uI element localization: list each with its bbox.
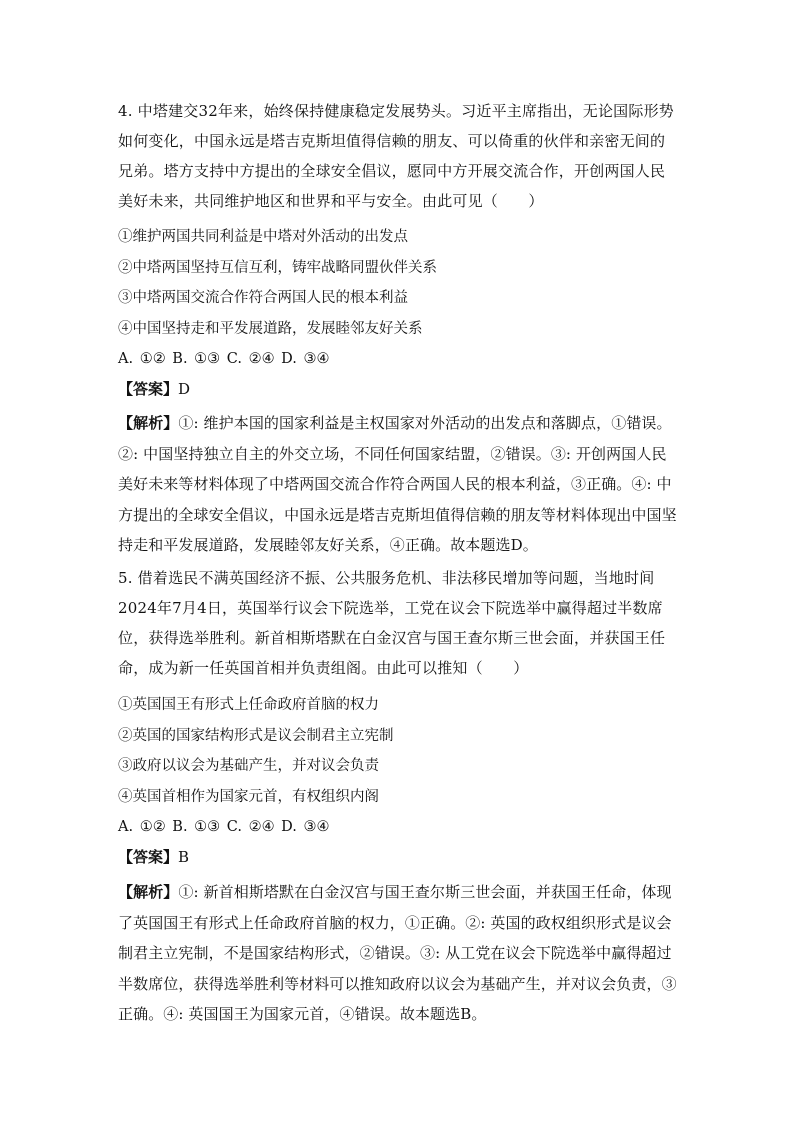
answer-value: B: [178, 848, 190, 866]
analysis-text: [118, 877, 678, 1030]
answer-options: A. ①② B. ①③ C. ②④ D. ③④: [118, 351, 330, 367]
answer-options: A. ①② B. ①③ C. ②④ D. ③④: [118, 819, 330, 835]
statement-1: ①维护两国共同利益是中塔对外活动的出发点: [118, 229, 408, 245]
analysis-body: ①: 维护本国的国家利益是主权国家对外活动的出发点和落脚点，①错误。②: 中国坚持独立自主的外交立场，不同任何国家结盟，②错误。③: 开创两国人民美好未来等材料体现了中塔两国交流合作符合两国人民的根本利益，③正确。④: 中方提出的全球安全倡议，中国永远是塔吉克斯坦值得信赖的朋友等材料体现出中国坚持走和平发展道路，发展睦邻友好关系，④正确。故本题选D。: [118, 414, 677, 554]
statement-4: ④英国首相作为国家元首，有权组织内阁: [118, 788, 379, 805]
question-5: [118, 563, 678, 683]
answer-line: [118, 374, 678, 404]
analysis-body: ①: 新首相斯塔默在白金汉宫与国王查尔斯三世会面，并获国王任命，体现了英国国王有形式上任命政府首脑的权力，①正确。②: 英国的政权组织形式是议会制君主立宪制，不是国家结构形式，②错误。③: 从工党在议会下院选举中赢得超过半数席位，获得选举胜利等材料可以推知政府以议会为基础产生，并对议会负责，③正确。④: 英国国王为国家元首，④错误。故本题选B。: [118, 883, 677, 1023]
question-5-statements: [118, 690, 678, 872]
analysis-label: 【解析】: [118, 883, 179, 901]
question-stem: 4. 中塔建交32年来，始终保持健康稳定发展势头。习近平主席指出，无论国际形势如何变化，中国永远是塔吉克斯坦值得信赖的朋友、可以倚重的伙伴和亲密无间的兄弟。塔方支持中方提出的全球安全倡议，愿同中方开展交流合作，开创两国人民美好未来，共同维护地区和世界和平与安全。由此可见（ ）: [118, 102, 674, 210]
statement-2: ②中塔两国坚持互信互利，铸牢战略同盟伙伴关系: [118, 259, 437, 276]
analysis-text: [118, 408, 678, 561]
answer-label: 【答案】: [118, 380, 179, 398]
question-4-analysis: [118, 408, 678, 561]
question-stem: 5. 借着选民不满英国经济不振、公共服务危机、非法移民增加等问题，当地时间2024年7月4日，英国举行议会下院选举，工党在议会下院选举中赢得超过半数席位，获得选举胜利。新首相斯塔默在白金汉宫与国王查尔斯三世会面，并获国王任命，成为新一任英国首相并负责组阁。由此可以推知（ ）: [118, 569, 666, 677]
question-4: [118, 96, 678, 216]
statement-1: ①英国国王有形式上任命政府首脑的权力: [118, 697, 379, 713]
statement-3: ③中塔两国交流合作符合两国人民的根本利益: [118, 290, 408, 306]
statement-3: ③政府以议会为基础产生，并对议会负责: [118, 758, 379, 774]
answer-label: 【答案】: [118, 848, 179, 866]
statement-4: ④中国坚持走和平发展道路，发展睦邻友好关系: [118, 320, 423, 337]
answer-line: [118, 842, 678, 872]
analysis-label: 【解析】: [118, 414, 179, 432]
statement-2: ②英国的国家结构形式是议会制君主立宪制: [118, 727, 394, 744]
question-5-analysis: [118, 877, 678, 1030]
question-4-statements: [118, 222, 678, 404]
answer-value: D: [178, 380, 191, 398]
